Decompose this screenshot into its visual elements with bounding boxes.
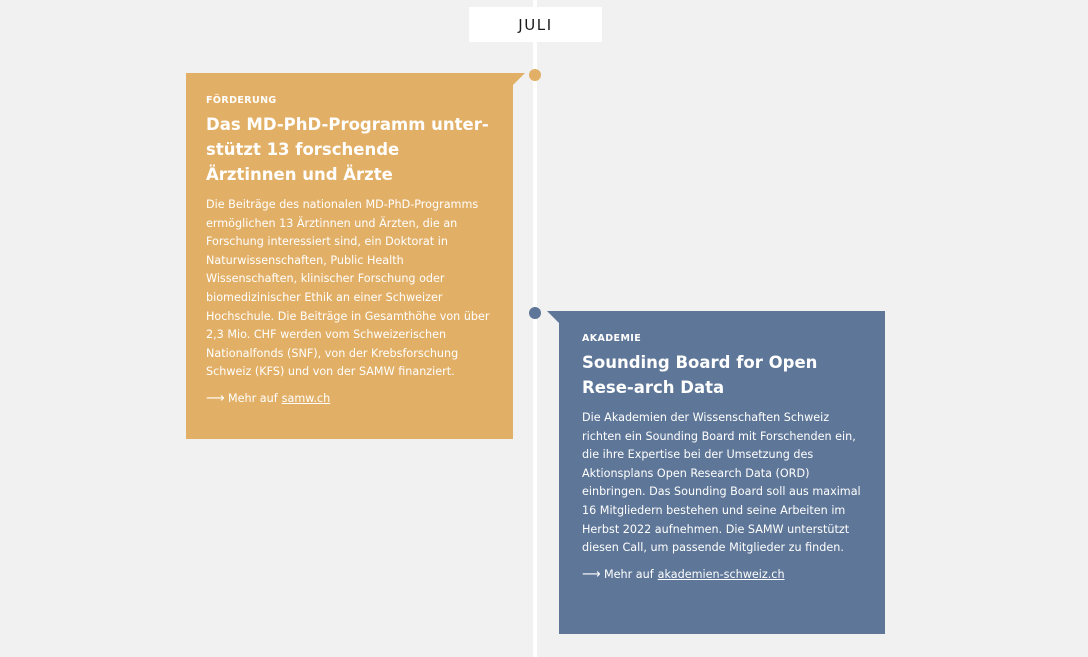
card-category: AKADEMIE xyxy=(582,333,642,344)
card-more-row xyxy=(582,568,867,581)
more-prefix: Mehr auf xyxy=(228,391,278,405)
card-more-row xyxy=(206,392,495,405)
card-pointer xyxy=(513,73,525,85)
card-body: Die Akademien der Wissenschaften Schweiz richten ein Sounding Board mit Forschenden ein, die ihre Expertise bei der Umsetzung des Aktionsplans Open Research Data (ORD) einbringen. Das Sounding Board soll aus maximal 16 Mitgliedern bestehen und seine Arbeiten im Herbst 2022 aufnehmen. Die SAMW unterstützt diesen Call, um passende Mitglieder zu finden. xyxy=(582,411,861,555)
card-akademie xyxy=(559,311,885,634)
arrow-right-icon: ⟶ xyxy=(206,390,225,406)
more-link-samw[interactable]: samw.ch xyxy=(281,391,331,405)
more-link-akademien[interactable]: akademien-schweiz.ch xyxy=(657,567,785,581)
timeline-line xyxy=(533,0,537,657)
card-category: FÖRDERUNG xyxy=(206,95,277,106)
month-label: JULI xyxy=(469,7,602,42)
card-pointer xyxy=(547,311,559,323)
timeline-dot-orange xyxy=(529,69,541,81)
more-prefix: Mehr auf xyxy=(604,567,654,581)
card-body: Die Beiträge des nationalen MD-PhD-Programms ermöglichen 13 Ärztinnen und Ärzten, die an Forschung interessiert sind, ein Doktorat in Naturwissenschaften, Public Health Wissenschaften, klinischer Forschung oder biomedizinischer Ethik an einer Schweizer Hochschule. Die Beiträge in Gesamthöhe von über 2,3 Mio. CHF werden vom Schweizerischen Nationalfonds (SNF), von der Krebsforschung Schweiz (KFS) und von der SAMW finanziert. xyxy=(206,198,490,379)
card-title: Das MD-PhD-Programm unter-stützt 13 forschende Ärztinnen und Ärzte xyxy=(206,115,489,184)
timeline-dot-blue xyxy=(529,307,541,319)
card-foerderung xyxy=(186,73,513,439)
arrow-right-icon: ⟶ xyxy=(582,566,601,582)
card-title: Sounding Board for Open Rese-arch Data xyxy=(582,353,818,397)
